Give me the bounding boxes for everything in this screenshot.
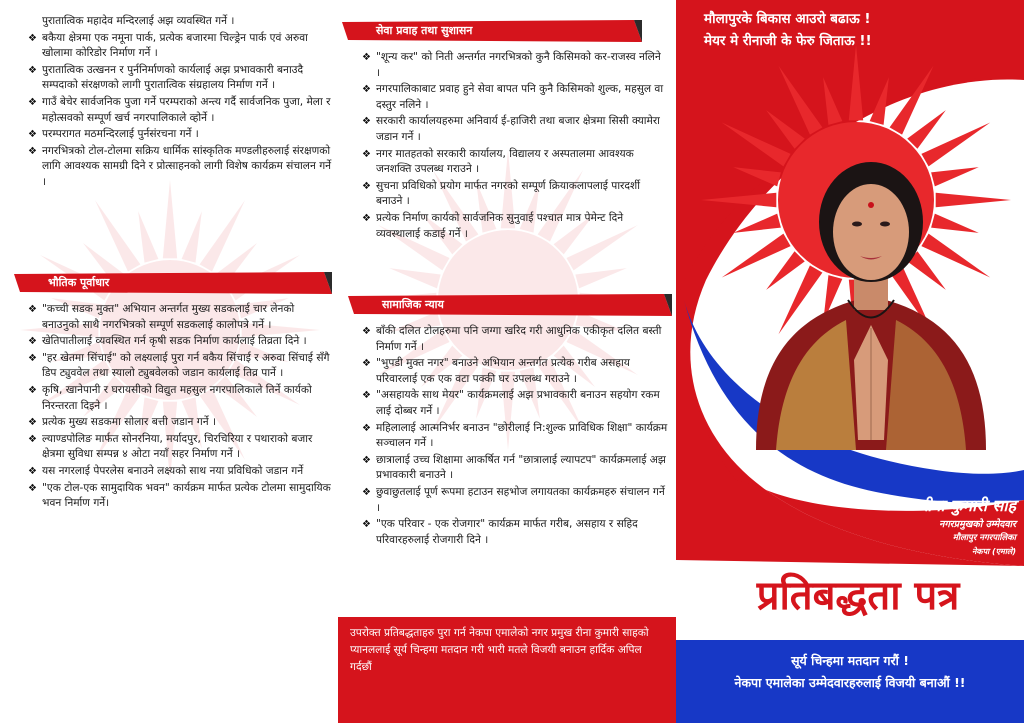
diamond-bullet-icon: ❖	[362, 52, 371, 63]
sun-ray-icon	[849, 45, 863, 120]
candidate-role: नगरप्रमुखको उम्मेदवार	[939, 519, 1016, 530]
list-item: पुरातात्विक महादेव मन्दिरलाई अझ व्यवस्थित गर्ने ।	[42, 15, 235, 27]
list-item: ❖ बाँकी दलित टोलहरुमा पनि जग्गा खरिद गरी आधुनिक एकीकृत दलित बस्ती निर्माण गर्ने ।	[362, 325, 662, 353]
sun-ray-icon	[389, 268, 440, 288]
list-item: ❖ छात्रालाई उच्च शिक्षामा आकर्षित गर्न "छात्रालाई ल्यापटप" कार्यक्रमलाई अझ प्रभावकारी बनाउने ।	[362, 453, 666, 482]
list-item: ❖ प्रत्येक निर्माण कार्यको सार्वजनिक सुनुवाई पश्चात मात्र पेमेन्ट दिने व्यवस्थालाई कडाई गर्ने ।	[362, 211, 624, 240]
diamond-bullet-icon: ❖	[28, 352, 37, 364]
diamond-bullet-icon: ❖	[362, 148, 371, 160]
sun-ray-icon	[823, 77, 842, 125]
diamond-bullet-icon: ❖	[362, 422, 371, 434]
list-item: ❖ खेतिपातीलाई व्यवस्थित गर्न कृषी सडक निर्माण कार्यलाई तिव्रता दिने ।	[28, 334, 332, 350]
candidate-name: रीना कुमारी साह	[921, 496, 1016, 515]
diamond-bullet-icon: ❖	[362, 116, 371, 128]
campaign-slogan	[704, 8, 872, 52]
list-item: ❖ गाउँ बेचेर सार्वजनिक पुजा गर्ने परम्पराको अन्त्य गर्दै सार्वजनिक पुजा, मेला र महोत्सवको सम्पूर्ण खर्च नगरपालिकाले व्होर्ने ।	[28, 95, 331, 124]
diamond-bullet-icon: ❖	[28, 32, 37, 44]
diamond-bullet-icon: ❖	[28, 145, 37, 157]
diamond-bullet-icon: ❖	[28, 384, 37, 396]
list-item: ❖ यस नगरलाई पेपरलेस बनाउने लक्ष्यको साथ नया प्रविधिको जडान गर्ने	[28, 464, 332, 480]
section-heading-infrastructure: भौतिक पूर्वाधार	[14, 272, 332, 294]
list-item: ❖ सरकारी कार्यालयहरुमा अनिवार्य ई-हाजिरी तथा बजार क्षेत्रमा सिसी क्यामेरा जडान गर्ने ।	[362, 115, 660, 143]
section-heading-service-governance: सेवा प्रवाह तथा सुशासन	[342, 20, 642, 42]
middle-column	[338, 0, 676, 723]
list-item: ❖ "हर खेतमा सिंचाई" को लक्ष्यलाई पुरा गर्न बकैय सिंचाई र अरुवा सिंचाई सँगै डिप ट्युववेल तथा स्यालो ट्युबवेलको जडान कार्यलाई तिव्र पार्ने ।	[28, 351, 330, 380]
appeal-box	[338, 617, 676, 723]
list-item: ❖ नगर मातहतको सरकारी कार्यालय, विद्यालय र अस्पतालमा आवश्यक जनशक्ति उपलब्ध गराउने ।	[362, 147, 634, 176]
bottom-line-1: सूर्य चिन्हमा मतदान गरौं !	[791, 653, 909, 668]
list-item: ❖ "एक परिवार - एक रोजगार" कार्यक्रम मार्फत गरीब, असहाय र सहिद परिवारहरुलाई रोजगारी दिने ।	[362, 518, 638, 546]
candidate-portrait	[736, 150, 1006, 460]
diamond-bullet-icon: ❖	[28, 417, 37, 429]
list-item: ❖ "असहायके साथ मेयर" कार्यक्रमलाई अझ प्रभावकारी बनाउन सहयोग रकम लाई दोब्बर गर्ने ।	[362, 389, 660, 417]
list-item: ❖ सुचना प्रविधिको प्रयोग मार्फत नगरको सम्पूर्ण क्रियाकलापलाई पारदर्शी बनाउने ।	[362, 179, 640, 208]
sun-ray-icon	[163, 180, 177, 258]
diamond-bullet-icon: ❖	[362, 326, 371, 337]
list-item: ❖ छुवाछुतलाई पूर्ण रूपमा हटाउन सहभोज लगायतका कार्यक्रमहरु संचालन गर्ने ।	[362, 485, 665, 514]
municipality-name: मौलापुर नगरपालिका	[952, 533, 1016, 543]
party-name: नेकपा (एमाले)	[971, 547, 1016, 556]
page-title: प्रतिबद्धता पत्र	[756, 573, 960, 619]
diamond-bullet-icon: ❖	[28, 64, 37, 76]
service-governance-list	[362, 50, 668, 243]
diamond-bullet-icon: ❖	[362, 454, 371, 466]
list-item: ❖ "एक टोल-एक सामुदायिक भवन" कार्यक्रम मार्फत प्रत्येक टोलमा सामुदायिक भवन निर्माण गर्ने।	[28, 481, 331, 510]
slogan-line-2: मेयर मे रीनाजी के फेरु जिताऊ !!	[704, 33, 872, 49]
diamond-bullet-icon: ❖	[362, 180, 371, 192]
diamond-bullet-icon: ❖	[28, 129, 37, 141]
infrastructure-list	[28, 302, 332, 513]
section-heading-social-justice: सामाजिक न्याय	[348, 294, 672, 316]
diamond-bullet-icon: ❖	[28, 96, 37, 108]
list-item: ❖ नगरभित्रको टोल-टोलमा सक्रिय धार्मिक सांस्कृतिक मण्डलीहरुलाई संरक्षणको लागि आवश्यक सामग्री दिने र प्रोत्साहनको लागी विशेष कार्यक्रम संचालन गर्ने ।	[28, 144, 332, 188]
slogan-line-1: मौलापुरके बिकास आउरो बढाऊ !	[704, 11, 871, 27]
diamond-bullet-icon: ❖	[28, 465, 37, 477]
bottom-line-2: नेकपा एमालेका उम्मेदवारहरुलाई विजयी बनाऔं !!	[734, 675, 966, 690]
list-item: ❖ "भुपडी मुक्त नगर" बनाउने अभियान अन्तर्गत प्रत्येक गरीब असहाय परिवारलाई एक एक वटा पक्की घर उपलब्ध गराउने ।	[362, 357, 630, 385]
diamond-bullet-icon: ❖	[362, 358, 371, 370]
diamond-bullet-icon: ❖	[28, 304, 37, 315]
diamond-bullet-icon: ❖	[28, 433, 37, 445]
appeal-text: उपरोक्त प्रतिबद्धताहरु पुरा गर्न नेकपा एमालेको नगर प्रमुख रीना कुमारी साहको प्यानललाई सूर्य चिन्हमा मतदान गरी भारी मतले विजयी बनाउन हार्दिक अपिल गर्दछौं	[350, 627, 649, 673]
diamond-bullet-icon: ❖	[362, 390, 371, 402]
sun-ray-icon	[182, 211, 202, 262]
sun-ray-icon	[200, 200, 245, 271]
sun-ray-icon	[766, 110, 805, 149]
list-item: ❖ ल्याण्डपोलिङ मार्फत सोनरनिया, मर्यादपुर, चिरचिरिया र पथाराको बजार क्षेत्रमा सुविधा सम्पन्न ४ ओटा नयाँ सहर निर्माण गर्ने ।	[28, 432, 313, 461]
bottom-appeal-bar	[676, 640, 1024, 723]
diamond-bullet-icon: ❖	[28, 336, 37, 348]
left-column	[0, 0, 338, 723]
list-item: ❖ बकैया क्षेत्रमा एक नमूना पार्क, प्रत्येक बजारमा चिल्ड्रेन पार्क एवं अरुवा खोलामा कोरिडोर निर्माण गर्ने ।	[28, 31, 308, 60]
list-item: ❖ कृषि, खानेपानी र घरायसीको विद्युत महसुल नगरपालिकाले तिर्ने कार्यको निरन्तरता दिइने ।	[28, 383, 312, 412]
diamond-bullet-icon: ❖	[362, 486, 371, 498]
diamond-bullet-icon: ❖	[362, 212, 371, 224]
list-item: ❖ प्रत्येक मुख्य सडकमा सोलार बत्ती जडान गर्ने ।	[28, 415, 332, 431]
diamond-bullet-icon: ❖	[362, 519, 371, 531]
social-justice-list	[362, 324, 668, 549]
sun-ray-icon	[575, 268, 626, 288]
list-item: ❖ महिलालाई आत्मनिर्भर बनाउन "छोरीलाई नि:शुल्क प्राविधिक शिक्षा" कार्यक्रम सञ्चालन गर्ने ।	[362, 421, 668, 450]
cover-panel	[676, 0, 1024, 723]
list-item: ❖ पुरातात्विक उत्खनन र पुर्ननिर्माणको कार्यलाई अझ प्रभावकारी बनाउदै सम्पदाको संरक्षणको लागी पुरातात्विक संग्रहालय निर्माण गर्ने ।	[28, 63, 304, 92]
list-item: ❖ नगरपालिकाबाट प्रवाह हुने सेवा बापत पनि कुनै किसिमको शुल्क, महसुल वा दस्तुर नलिने ।	[362, 83, 664, 111]
list-item: ❖ "शून्य कर" को निती अन्तर्गत नगरभित्रको कुनै किसिमको कर-राजस्व नलिने ।	[362, 51, 661, 79]
diamond-bullet-icon: ❖	[28, 482, 37, 494]
list-item: ❖ "कच्ची सडक मुक्त" अभियान अन्तर्गत मुख्य सडकलाई चार लेनको बनाउनुको साथै नगरभित्रको सम्पूर्ण सडकलाई कालोपत्रे गर्ने ।	[28, 303, 295, 331]
list-item: ❖ परम्परागत मठमन्दिरलाई पुर्नसंरचना गर्ने ।	[28, 127, 332, 143]
sun-ray-icon	[95, 200, 140, 271]
heritage-list	[28, 14, 332, 192]
sun-ray-icon	[138, 211, 158, 262]
diamond-bullet-icon: ❖	[362, 84, 371, 96]
